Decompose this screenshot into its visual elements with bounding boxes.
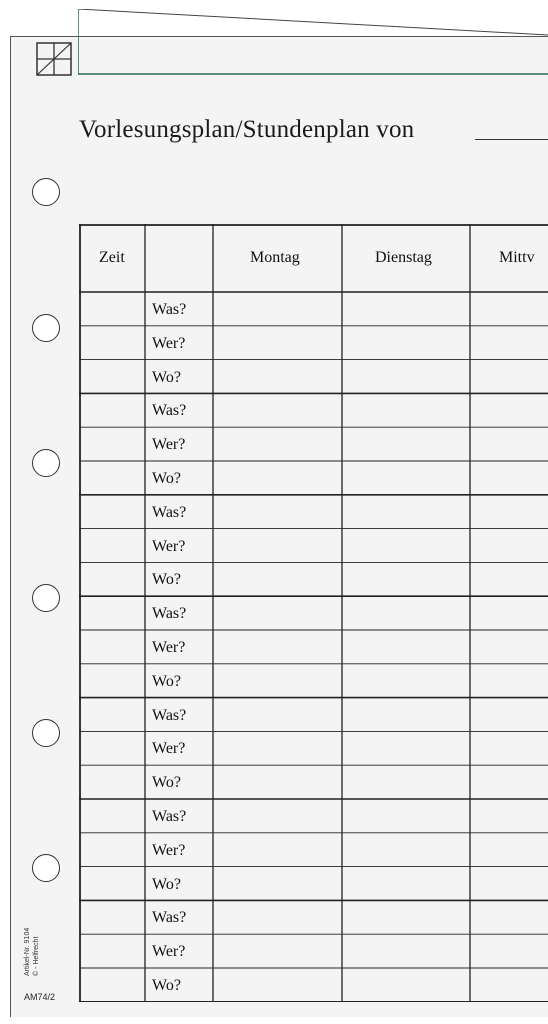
- header-day-wednesday: Mittv: [499, 249, 535, 266]
- name-fill-line: [475, 139, 548, 140]
- binder-hole: [32, 584, 60, 612]
- row-label: Wer?: [152, 334, 186, 352]
- row-label: Was?: [152, 706, 187, 724]
- row-label: Wer?: [152, 639, 186, 656]
- row-label: Wo?: [152, 977, 181, 994]
- row-label: Wer?: [152, 943, 186, 961]
- tab-divider-strip: [78, 9, 548, 75]
- row-label: Wer?: [152, 436, 186, 454]
- row-label: Was?: [152, 503, 187, 521]
- form-title-row: [79, 116, 548, 148]
- brand-logo-icon: [36, 42, 72, 76]
- form-title: Vorlesungsplan/Stundenplan von: [79, 116, 415, 143]
- article-number-vertical: [22, 898, 44, 978]
- row-label: Was?: [152, 909, 187, 927]
- header-day-monday: Montag: [250, 249, 300, 266]
- row-label: Was?: [152, 808, 187, 825]
- form-code: AM74/2: [24, 992, 56, 1002]
- binder-hole: [32, 314, 60, 342]
- row-label: Was?: [152, 402, 187, 420]
- header-day-tuesday: Dienstag: [375, 249, 432, 266]
- binder-hole: [32, 178, 60, 206]
- row-label: Wo?: [152, 470, 181, 487]
- row-label: Wo?: [152, 571, 181, 589]
- row-label: Wer?: [152, 841, 186, 859]
- row-label: Was?: [152, 301, 187, 318]
- header-time: Zeit: [99, 249, 125, 266]
- row-label: Wo?: [152, 774, 181, 792]
- binder-hole: [32, 449, 60, 477]
- row-label: Was?: [152, 605, 187, 623]
- row-label: Wo?: [152, 368, 181, 386]
- brand-copyright: © - Helfrecht: [33, 936, 40, 976]
- row-label: Wo?: [152, 875, 181, 893]
- article-number: Artikel-Nr. 9104: [24, 927, 31, 976]
- timetable-grid: [79, 224, 548, 1002]
- timetable-lines: [79, 224, 548, 1002]
- row-label: Wer?: [152, 537, 186, 555]
- binder-hole: [32, 854, 60, 882]
- binder-hole: [32, 719, 60, 747]
- row-label: Wer?: [152, 740, 186, 758]
- row-label: Wo?: [152, 672, 181, 690]
